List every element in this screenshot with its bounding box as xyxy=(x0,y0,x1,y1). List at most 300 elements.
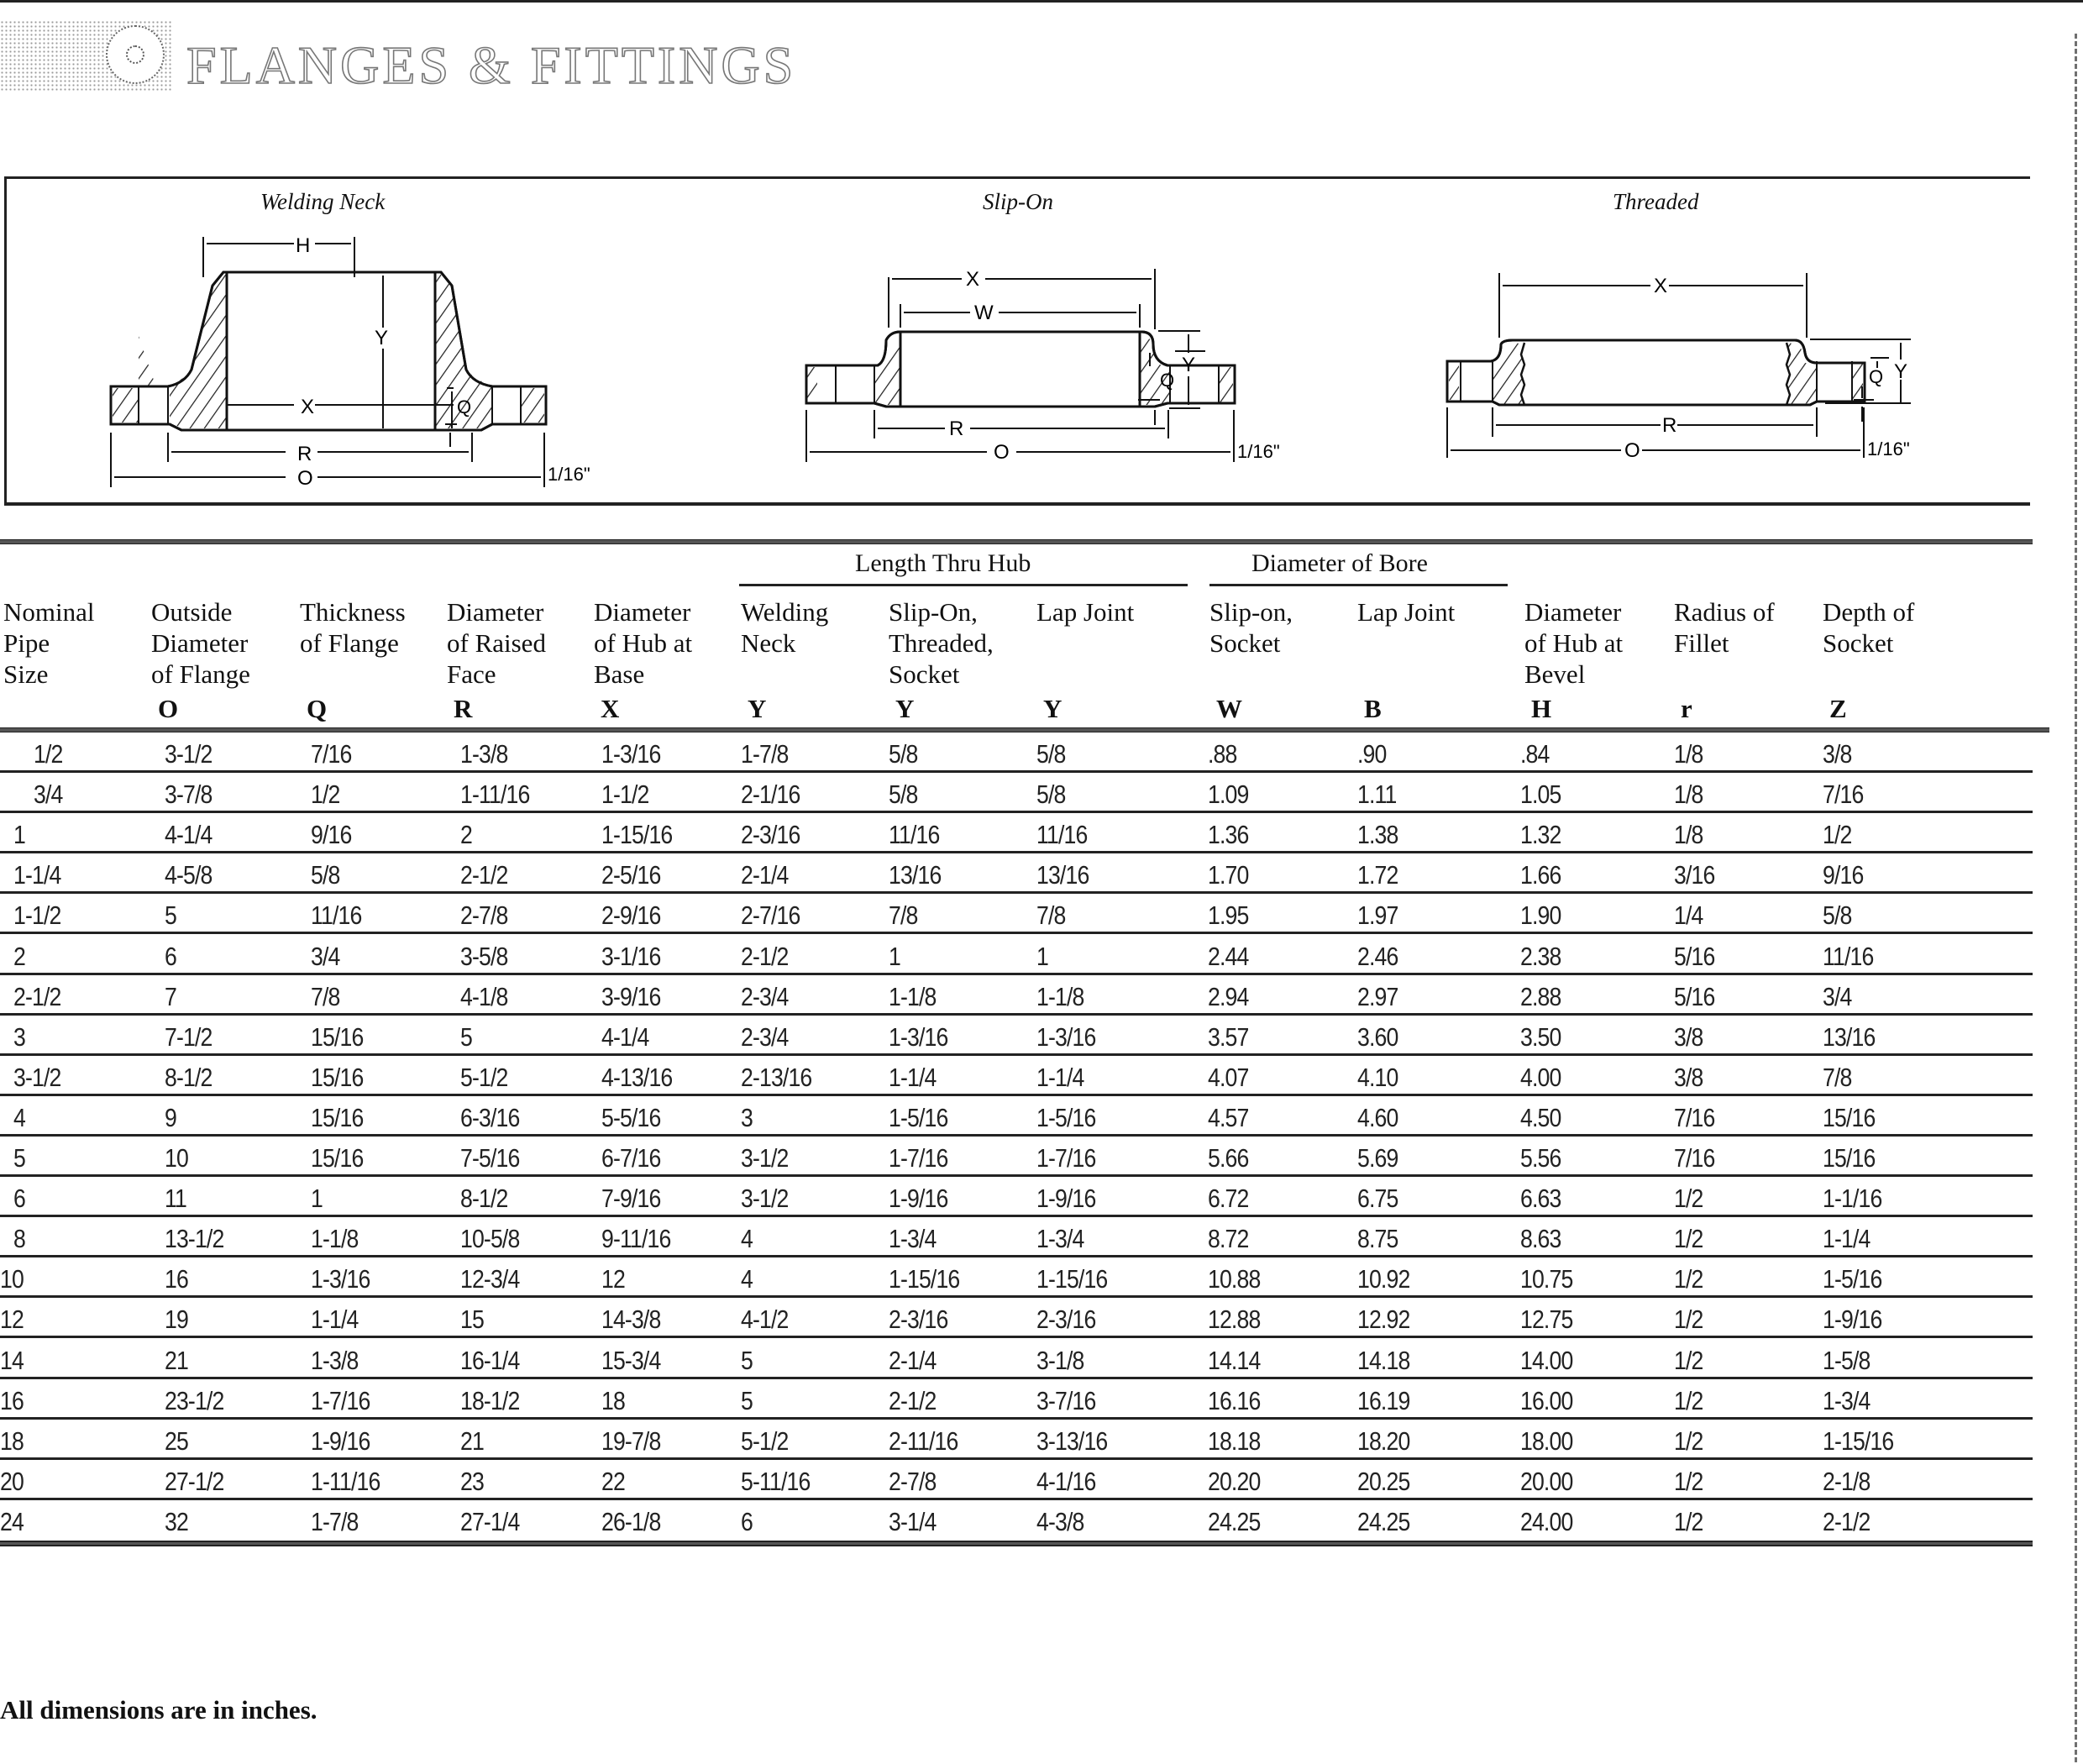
table-cell: 1-1/4 xyxy=(1823,1224,1871,1254)
table-cell: 15/16 xyxy=(311,1143,364,1173)
table-cell: 1/2 xyxy=(1674,1264,1703,1294)
table-cell: 1-1/4 xyxy=(13,860,61,890)
table-cell: 1-1/16 xyxy=(1823,1184,1882,1214)
table-cell: 1/8 xyxy=(1674,739,1703,769)
column-symbol: Q xyxy=(307,694,328,723)
table-cell: 2-1/2 xyxy=(460,860,508,890)
table-cell: 1.38 xyxy=(1357,820,1398,850)
table-row xyxy=(0,1056,2049,1096)
table-cell: 3/8 xyxy=(1674,1021,1703,1052)
table-cell: 7/8 xyxy=(1036,900,1066,931)
table-row xyxy=(0,1257,2049,1298)
table-cell: 21 xyxy=(460,1425,484,1456)
table-cell: 16.00 xyxy=(1520,1385,1573,1415)
dim-label-w: W xyxy=(974,302,994,324)
table-cell: 8-1/2 xyxy=(165,1062,212,1092)
table-cell: 2.44 xyxy=(1208,941,1249,971)
table-row xyxy=(0,1096,2049,1137)
table-cell: 14-3/8 xyxy=(601,1305,661,1335)
table-cell: 1.95 xyxy=(1208,900,1249,931)
table-cell: 5-1/2 xyxy=(741,1425,789,1456)
table-cell: 3.50 xyxy=(1520,1021,1561,1052)
flange-seal-logo-icon xyxy=(106,25,165,84)
table-cell: 24.25 xyxy=(1208,1506,1261,1536)
table-cell: 20.25 xyxy=(1357,1466,1410,1496)
table-row xyxy=(0,1298,2049,1338)
table-cell: 10 xyxy=(0,1264,24,1294)
table-cell: 15/16 xyxy=(311,1102,364,1132)
table-cell: 3-7/16 xyxy=(1036,1385,1096,1415)
table-cell: 1-1/2 xyxy=(601,780,649,810)
table-cell: 2-7/8 xyxy=(460,900,508,931)
dim-label-o: O xyxy=(994,441,1010,464)
table-cell: 3/8 xyxy=(1823,739,1852,769)
footnote: All dimensions are in inches. xyxy=(0,1695,317,1725)
table-cell: 6 xyxy=(741,1506,753,1536)
table-cell: 1/2 xyxy=(1674,1425,1703,1456)
table-row xyxy=(0,1016,2049,1056)
table-cell: 2-1/2 xyxy=(13,981,61,1011)
table-cell: 15/16 xyxy=(1823,1102,1876,1132)
table-cell: 1/2 xyxy=(311,780,340,810)
table-cell: 19 xyxy=(165,1305,188,1335)
dim-label-y: Y xyxy=(375,327,389,349)
column-symbol: O xyxy=(158,694,179,723)
table-cell: 5.66 xyxy=(1208,1143,1249,1173)
column-symbol: Y xyxy=(895,694,915,723)
table-cell: 5/8 xyxy=(1036,739,1066,769)
table-cell: 2-5/16 xyxy=(601,860,661,890)
table-cell: 1 xyxy=(13,820,25,850)
table-cell: 1-1/4 xyxy=(1036,1062,1084,1092)
table-cell: 16-1/4 xyxy=(460,1345,520,1375)
table-cell: 10 xyxy=(165,1143,188,1173)
table-row xyxy=(0,894,2049,934)
column-header: Thickness of Flange xyxy=(300,597,406,658)
group-header-diameter-of-bore: Diameter of Bore xyxy=(1251,549,1428,577)
column-header: Radius of Fillet xyxy=(1674,597,1775,658)
table-cell: 3/4 xyxy=(34,780,63,810)
table-cell: 7-1/2 xyxy=(165,1021,212,1052)
table-cell: 1.90 xyxy=(1520,900,1561,931)
diagram-title-slip-on: Slip-On xyxy=(983,189,1053,214)
table-cell: 14 xyxy=(0,1345,24,1375)
table-cell: 1-9/16 xyxy=(1823,1305,1882,1335)
table-cell: 12.75 xyxy=(1520,1305,1573,1335)
table-row xyxy=(0,975,2049,1016)
column-header: Slip-on, Socket xyxy=(1209,597,1293,658)
table-cell: 5/8 xyxy=(889,739,918,769)
table-cell: 11/16 xyxy=(1036,820,1088,850)
table-cell: 3 xyxy=(741,1102,753,1132)
table-cell: 14.18 xyxy=(1357,1345,1410,1375)
table-cell: 1-3/8 xyxy=(460,739,508,769)
table-cell: 10.92 xyxy=(1357,1264,1410,1294)
table-cell: 3/4 xyxy=(311,941,340,971)
table-cell: 7 xyxy=(165,981,176,1011)
table-row xyxy=(0,1137,2049,1177)
dim-label-q: Q xyxy=(1869,366,1884,387)
table-cell: 24 xyxy=(0,1506,24,1536)
table-cell: 3-1/4 xyxy=(889,1506,937,1536)
table-cell: 13/16 xyxy=(1036,860,1089,890)
table-cell: 1-7/16 xyxy=(889,1143,948,1173)
table-cell: 6.63 xyxy=(1520,1184,1561,1214)
table-cell: 4-5/8 xyxy=(165,860,212,890)
table-cell: 1.05 xyxy=(1520,780,1561,810)
table-cell: 24.25 xyxy=(1357,1506,1410,1536)
column-header: Welding Neck xyxy=(741,597,829,658)
table-cell: 5.56 xyxy=(1520,1143,1561,1173)
dim-label-h: H xyxy=(296,234,311,257)
page-top-rule xyxy=(0,0,2083,3)
table-cell: 3-1/2 xyxy=(741,1143,789,1173)
table-cell: 1 xyxy=(311,1184,323,1214)
table-cell: 1-1/4 xyxy=(311,1305,359,1335)
column-symbol: Z xyxy=(1829,694,1847,723)
dim-label-x: X xyxy=(966,268,980,291)
table-cell: 3/16 xyxy=(1674,860,1715,890)
table-cell: 6.72 xyxy=(1208,1184,1249,1214)
column-header: Lap Joint xyxy=(1357,597,1456,627)
table-cell: 1-3/4 xyxy=(1823,1385,1871,1415)
table-cell: 2-13/16 xyxy=(741,1062,812,1092)
table-cell: 5/16 xyxy=(1674,941,1715,971)
table-cell: 3-1/2 xyxy=(13,1062,61,1092)
table-cell: 5/8 xyxy=(1823,900,1852,931)
table-cell: 5 xyxy=(460,1021,472,1052)
table-cell: 4 xyxy=(741,1264,753,1294)
table-cell: 2-11/16 xyxy=(889,1425,958,1456)
table-cell: 4.60 xyxy=(1357,1102,1398,1132)
table-cell: 7/16 xyxy=(1674,1143,1715,1173)
table-row xyxy=(0,813,2049,853)
table-cell: 1-7/8 xyxy=(311,1506,359,1536)
table-cell: 2-7/8 xyxy=(889,1466,937,1496)
table-cell: 1.11 xyxy=(1357,780,1397,810)
table-cell: 3-1/2 xyxy=(741,1184,789,1214)
table-row xyxy=(0,732,2049,773)
table-cell: 7/16 xyxy=(1823,780,1864,810)
table-row xyxy=(0,1460,2049,1500)
diagram-title-welding-neck: Welding Neck xyxy=(260,189,386,214)
table-cell: 15/16 xyxy=(311,1062,364,1092)
table-cell: 3-5/8 xyxy=(460,941,508,971)
table-cell: 1-3/4 xyxy=(1036,1224,1084,1254)
table-cell: 1-3/16 xyxy=(1036,1021,1096,1052)
table-cell: 3-1/8 xyxy=(1036,1345,1084,1375)
table-cell: 10-5/8 xyxy=(460,1224,520,1254)
table-row xyxy=(0,1217,2049,1257)
dim-label-r: R xyxy=(949,417,964,440)
table-cell: 1-11/16 xyxy=(460,780,530,810)
table-cell: 12 xyxy=(0,1305,24,1335)
table-cell: 4.07 xyxy=(1208,1062,1249,1092)
table-cell: 1.32 xyxy=(1520,820,1561,850)
table-cell: 5.69 xyxy=(1357,1143,1398,1173)
table-cell: 3.60 xyxy=(1357,1021,1398,1052)
table-cell: 16 xyxy=(0,1385,24,1415)
table-cell: 7/16 xyxy=(1674,1102,1715,1132)
table-cell: 23 xyxy=(460,1466,484,1496)
table-cell: 19-7/8 xyxy=(601,1425,661,1456)
table-cell: 2 xyxy=(460,820,472,850)
table-cell: 7/8 xyxy=(889,900,918,931)
table-row xyxy=(0,1420,2049,1460)
table-cell: 2.94 xyxy=(1208,981,1249,1011)
dim-label-gap: 1/16" xyxy=(1867,438,1910,459)
group-underline-diameter-of-bore xyxy=(1209,584,1508,586)
table-cell: 4.00 xyxy=(1520,1062,1561,1092)
table-cell: 7/8 xyxy=(311,981,340,1011)
dim-label-q: Q xyxy=(1160,370,1175,391)
table-cell: 5-5/16 xyxy=(601,1102,661,1132)
diagram-panel-bottom-rule xyxy=(4,502,2030,506)
table-cell: 10.75 xyxy=(1520,1264,1573,1294)
table-cell: 4 xyxy=(741,1224,753,1254)
column-header: Diameter of Hub at Bevel xyxy=(1524,597,1624,689)
table-cell: .90 xyxy=(1357,739,1387,769)
table-cell: 14.14 xyxy=(1208,1345,1261,1375)
table-cell: 15 xyxy=(460,1305,484,1335)
table-cell: 4.10 xyxy=(1357,1062,1398,1092)
dim-label-o: O xyxy=(297,467,313,490)
dim-label-r: R xyxy=(1662,414,1677,437)
table-top-rule xyxy=(0,539,2033,544)
table-row xyxy=(0,1177,2049,1217)
dim-label-o: O xyxy=(1624,439,1640,462)
column-symbol: R xyxy=(454,694,473,723)
table-cell: 2-3/16 xyxy=(889,1305,948,1335)
column-symbol: Y xyxy=(1043,694,1062,723)
table-cell: 5 xyxy=(13,1143,25,1173)
table-cell: 3-1/2 xyxy=(165,739,212,769)
table-cell: 1-5/16 xyxy=(1823,1264,1882,1294)
table-cell: 6-3/16 xyxy=(460,1102,520,1132)
column-header: Slip-On, Threaded, Socket xyxy=(889,597,994,689)
table-cell: 1/4 xyxy=(1674,900,1703,931)
table-cell: 2-9/16 xyxy=(601,900,661,931)
table-cell: 7-5/16 xyxy=(460,1143,520,1173)
table-cell: 16.19 xyxy=(1357,1385,1410,1415)
group-header-length-thru-hub: Length Thru Hub xyxy=(855,549,1031,577)
table-cell: 12 xyxy=(601,1264,625,1294)
table-cell: 1.97 xyxy=(1357,900,1398,931)
table-cell: 6.75 xyxy=(1357,1184,1398,1214)
table-cell: 2-3/16 xyxy=(741,820,800,850)
dim-label-x: X xyxy=(1654,275,1668,297)
table-cell: 5-11/16 xyxy=(741,1466,811,1496)
column-symbol: X xyxy=(601,694,620,723)
table-cell: 4-1/2 xyxy=(741,1305,789,1335)
table-cell: 1/2 xyxy=(1823,820,1852,850)
table-cell: 1-1/8 xyxy=(1036,981,1084,1011)
dim-label-y: Y xyxy=(1894,360,1908,383)
table-cell: 8-1/2 xyxy=(460,1184,508,1214)
table-cell: 4-1/4 xyxy=(601,1021,649,1052)
table-cell: 1-15/16 xyxy=(601,820,673,850)
diagram-title-threaded: Threaded xyxy=(1613,189,1699,214)
table-cell: 4.50 xyxy=(1520,1102,1561,1132)
table-cell: 5/8 xyxy=(1036,780,1066,810)
dim-label-x: X xyxy=(301,396,315,418)
table-cell: 1-15/16 xyxy=(1823,1425,1894,1456)
column-header: Outside Diameter of Flange xyxy=(151,597,250,689)
table-cell: 1-3/8 xyxy=(311,1345,359,1375)
table-cell: 2-3/4 xyxy=(741,1021,789,1052)
column-header: Diameter of Hub at Base xyxy=(594,597,693,689)
table-cell: 1-1/2 xyxy=(13,900,61,931)
table-cell: 8.63 xyxy=(1520,1224,1561,1254)
table-cell: 1-7/8 xyxy=(741,739,789,769)
table-cell: 18 xyxy=(0,1425,24,1456)
table-row xyxy=(0,1379,2049,1420)
column-symbol: Y xyxy=(748,694,767,723)
table-cell: 21 xyxy=(165,1345,188,1375)
table-cell: 9/16 xyxy=(311,820,352,850)
table-cell: 1/2 xyxy=(1674,1466,1703,1496)
table-cell: 2.38 xyxy=(1520,941,1561,971)
table-cell: 1 xyxy=(1036,941,1048,971)
threaded-flange-diagram xyxy=(1440,269,1961,470)
table-cell: 16 xyxy=(165,1264,188,1294)
column-symbol: B xyxy=(1364,694,1382,723)
table-cell: 8.72 xyxy=(1208,1224,1249,1254)
dim-label-gap: 1/16" xyxy=(1237,441,1280,462)
table-cell: 18.20 xyxy=(1357,1425,1410,1456)
table-cell: 8.75 xyxy=(1357,1224,1398,1254)
table-cell: 1.66 xyxy=(1520,860,1561,890)
table-cell: 2-7/16 xyxy=(741,900,800,931)
table-cell: 6-7/16 xyxy=(601,1143,661,1173)
table-cell: 26-1/8 xyxy=(601,1506,661,1536)
table-cell: 1-15/16 xyxy=(1036,1264,1108,1294)
table-row xyxy=(0,773,2049,813)
table-cell: 12.88 xyxy=(1208,1305,1261,1335)
table-cell: 9-11/16 xyxy=(601,1224,671,1254)
table-cell: 18-1/2 xyxy=(460,1385,520,1415)
table-cell: 3-7/8 xyxy=(165,780,212,810)
table-cell: 2.97 xyxy=(1357,981,1398,1011)
column-header: Diameter of Raised Face xyxy=(447,597,546,689)
table-cell: 1-1/4 xyxy=(889,1062,937,1092)
table-cell: 1.09 xyxy=(1208,780,1249,810)
table-cell: 25 xyxy=(165,1425,188,1456)
table-cell: 5 xyxy=(741,1345,753,1375)
column-symbol: H xyxy=(1531,694,1552,723)
table-cell: 1-11/16 xyxy=(311,1466,380,1496)
table-cell: 9 xyxy=(165,1102,176,1132)
column-header: Lap Joint xyxy=(1036,597,1135,627)
table-cell: 1-1/8 xyxy=(889,981,937,1011)
table-cell: 3/4 xyxy=(1823,981,1852,1011)
table-cell: 8 xyxy=(13,1224,25,1254)
table-cell: 1/8 xyxy=(1674,820,1703,850)
table-cell: 15/16 xyxy=(311,1021,364,1052)
table-cell: 5 xyxy=(165,900,176,931)
table-cell: 20.00 xyxy=(1520,1466,1573,1496)
table-cell: 23-1/2 xyxy=(165,1385,224,1415)
table-cell: 5/8 xyxy=(889,780,918,810)
table-cell: 4-1/4 xyxy=(165,820,212,850)
table-cell: 5-1/2 xyxy=(460,1062,508,1092)
table-cell: 13-1/2 xyxy=(165,1224,224,1254)
table-cell: 6 xyxy=(13,1184,25,1214)
table-cell: 12-3/4 xyxy=(460,1264,520,1294)
table-cell: 4.57 xyxy=(1208,1102,1249,1132)
table-cell: 9/16 xyxy=(1823,860,1864,890)
table-cell: 7-9/16 xyxy=(601,1184,661,1214)
table-cell: 1-3/4 xyxy=(889,1224,937,1254)
table-cell: 1-5/16 xyxy=(1036,1102,1096,1132)
table-cell: 1-7/16 xyxy=(311,1385,370,1415)
table-cell: 1-9/16 xyxy=(311,1425,370,1456)
table-cell: 3-1/16 xyxy=(601,941,661,971)
table-cell: 2-3/4 xyxy=(741,981,789,1011)
table-cell: 1-7/16 xyxy=(1036,1143,1096,1173)
table-row xyxy=(0,1500,2049,1541)
table-row xyxy=(0,1339,2049,1379)
table-cell: 20 xyxy=(0,1466,24,1496)
table-cell: 1-9/16 xyxy=(889,1184,948,1214)
table-cell: 1-3/16 xyxy=(889,1021,948,1052)
table-cell: 6 xyxy=(165,941,176,971)
table-cell: 2.46 xyxy=(1357,941,1398,971)
table-cell: .84 xyxy=(1520,739,1550,769)
page-edge xyxy=(2075,34,2077,1764)
logo xyxy=(0,20,172,92)
table-cell: 1-5/16 xyxy=(889,1102,948,1132)
table-cell: 10.88 xyxy=(1208,1264,1261,1294)
table-cell: 3/8 xyxy=(1674,1062,1703,1092)
table-cell: 1/2 xyxy=(1674,1224,1703,1254)
table-cell: 20.20 xyxy=(1208,1466,1261,1496)
table-cell: 11/16 xyxy=(1823,941,1874,971)
table-cell: 18 xyxy=(601,1385,625,1415)
table-cell: 2-1/4 xyxy=(741,860,789,890)
table-cell: 5/8 xyxy=(311,860,340,890)
slip-on-flange-diagram xyxy=(802,260,1323,470)
table-cell: 7/16 xyxy=(311,739,352,769)
table-cell: 2-1/2 xyxy=(741,941,789,971)
table-cell: 2-3/16 xyxy=(1036,1305,1096,1335)
table-bottom-rule xyxy=(0,1541,2033,1546)
table-cell: 11/16 xyxy=(311,900,362,931)
table-cell: 1/2 xyxy=(1674,1506,1703,1536)
table-cell: 1/2 xyxy=(1674,1385,1703,1415)
column-header: Nominal Pipe Size xyxy=(3,597,95,689)
table-cell: 2 xyxy=(13,941,25,971)
table-cell: 3.57 xyxy=(1208,1021,1249,1052)
group-underline-length-thru-hub xyxy=(739,584,1188,586)
table-cell: 1.36 xyxy=(1208,820,1249,850)
table-cell: 11 xyxy=(165,1184,186,1214)
welding-neck-flange-diagram xyxy=(101,227,622,496)
table-cell: 1/8 xyxy=(1674,780,1703,810)
table-cell: 14.00 xyxy=(1520,1345,1573,1375)
table-cell: 12.92 xyxy=(1357,1305,1410,1335)
column-symbol: r xyxy=(1681,694,1692,723)
table-cell: 1-3/16 xyxy=(311,1264,370,1294)
table-cell: 4-13/16 xyxy=(601,1062,673,1092)
dim-label-gap: 1/16" xyxy=(548,464,590,485)
table-cell: 1-3/16 xyxy=(601,739,661,769)
table-cell: 4-1/16 xyxy=(1036,1466,1096,1496)
table-cell: 22 xyxy=(601,1466,625,1496)
table-cell: 1-5/8 xyxy=(1823,1345,1871,1375)
table-cell: 3 xyxy=(13,1021,25,1052)
table-cell: .88 xyxy=(1208,739,1237,769)
